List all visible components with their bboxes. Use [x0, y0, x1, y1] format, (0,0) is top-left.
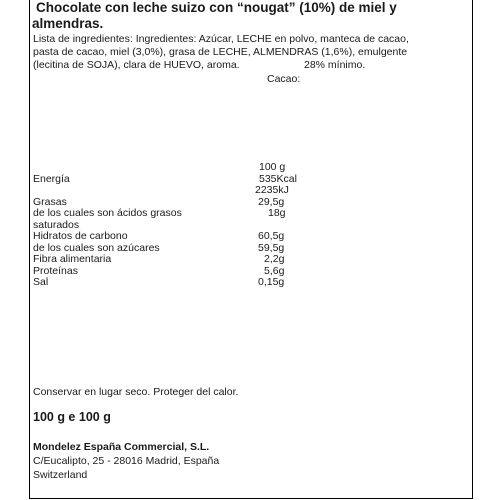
- cocoa-label: Cacao:: [267, 73, 301, 85]
- storage-instructions: Conservar en lugar seco. Proteger del calor.: [33, 386, 239, 398]
- nutrition-value: 2235kJ: [255, 184, 289, 196]
- ingredients-line-2: pasta de cacao, miel (3,0%), grasa de LECHE, ALMENDRAS (1,6%), emulgente: [33, 46, 408, 58]
- net-weight: 100 g e 100 g: [33, 410, 111, 424]
- nutrition-value: 59,5g: [258, 241, 285, 254]
- title-line-1: Chocolate con leche suizo con “nougat” (10%) de miel y: [36, 0, 397, 15]
- company-name: Mondelez España Commercial, S.L.: [33, 441, 210, 453]
- company-address: C/Eucalipto, 25 - 28016 Madrid, España: [33, 455, 220, 467]
- nutrition-label-line-1: de los cuales son ácidos grasos: [33, 207, 182, 219]
- company-country: Switzerland: [33, 469, 88, 481]
- nutrition-value: 535Kcal: [259, 172, 297, 185]
- nutrition-row-salt: [33, 277, 333, 289]
- company-info: [33, 440, 219, 482]
- nutrition-row-carbohydrates: [33, 231, 333, 243]
- nutrition-label: Energía: [33, 172, 70, 185]
- nutrition-table: [33, 162, 333, 289]
- nutrition-value: 0,15g: [258, 276, 285, 288]
- title-line-2: almendras.: [32, 16, 104, 31]
- nutrition-value: 5,6g: [264, 264, 285, 277]
- nutrition-label: Proteínas: [33, 264, 78, 277]
- nutrition-row-fibre: [33, 254, 333, 266]
- nutrition-row-saturated-fat: [33, 208, 333, 231]
- ingredients-list: [33, 33, 463, 72]
- nutrition-label: Hidratos de carbono: [33, 230, 128, 242]
- nutrition-label-line-2: saturados: [33, 218, 80, 231]
- nutrition-value: 29,5g: [258, 195, 285, 208]
- nutrition-label: Grasas: [33, 195, 67, 208]
- nutrition-row-protein: [33, 266, 333, 278]
- nutrition-value: 60,5g: [258, 230, 285, 242]
- nutrition-value: 18g: [268, 207, 286, 219]
- nutrition-label: Sal: [33, 276, 49, 288]
- cocoa-value: 28% mínimo.: [304, 59, 366, 71]
- ingredients-line-3-text: (lecitina de SOJA), clara de HUEVO, aroma.: [33, 59, 240, 71]
- nutrition-label: Fibra alimentaria: [33, 253, 112, 265]
- ingredients-line-1: Lista de ingredientes: Ingredientes: Azúcar, LECHE en polvo, manteca de cacao,: [33, 33, 409, 45]
- nutrition-row-energy-kj: [33, 185, 333, 197]
- nutrition-value: 2,2g: [264, 253, 285, 265]
- nutrition-label: de los cuales son azúcares: [33, 241, 160, 254]
- nutrition-header: [33, 162, 333, 174]
- nutrition-per-100g: 100 g: [259, 161, 286, 173]
- product-title: [32, 0, 462, 32]
- ingredients-line-3: [33, 59, 463, 72]
